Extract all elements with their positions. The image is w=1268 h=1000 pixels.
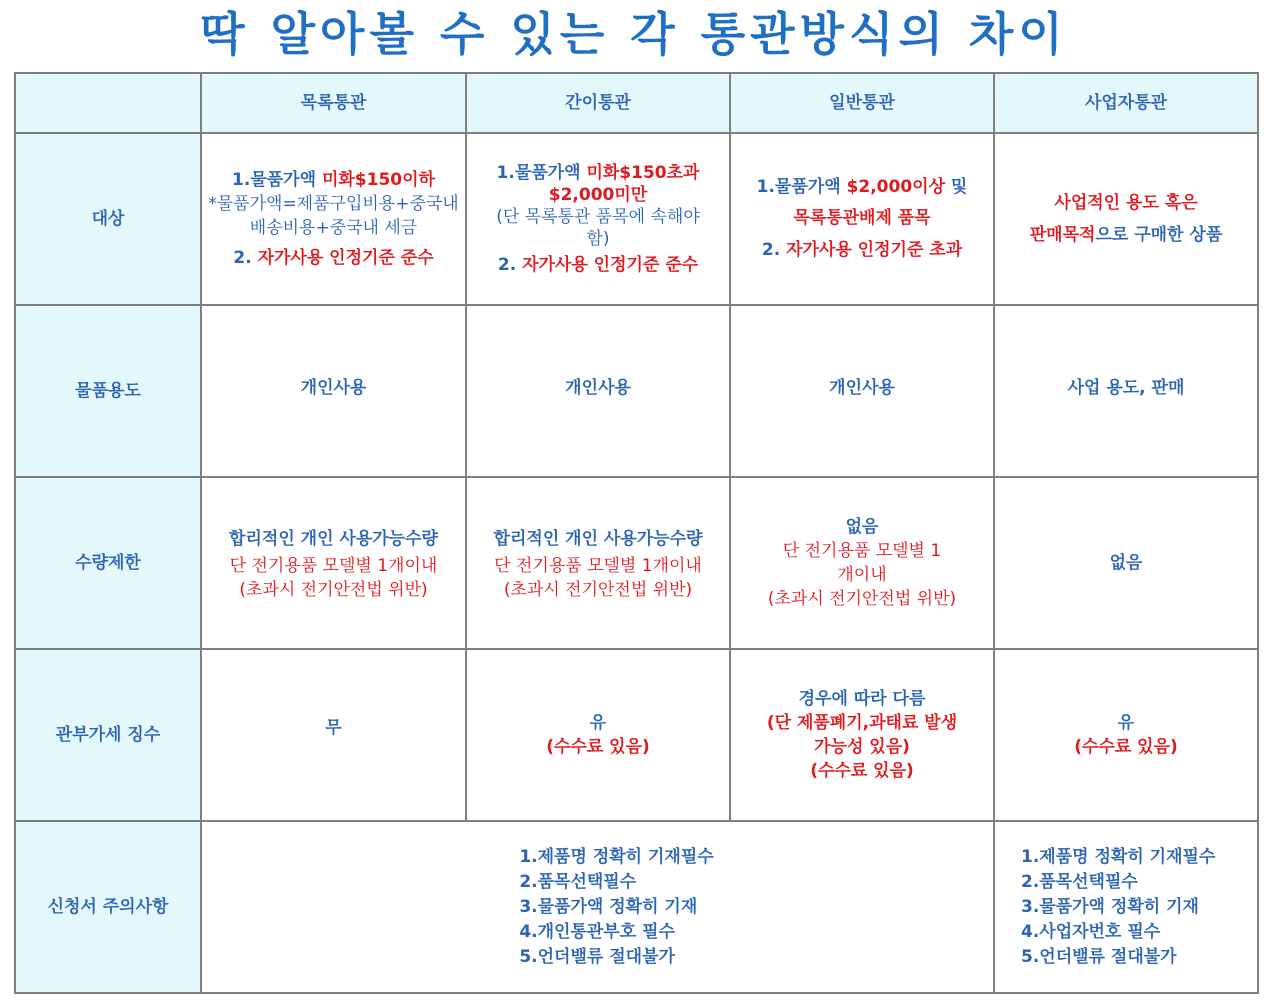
cell-usage-ilban: 개인사용: [730, 305, 994, 477]
notes-business-item: 2.품목선택필수: [1021, 871, 1138, 892]
cell-notes-business: [994, 821, 1258, 993]
row-usage: [15, 305, 1258, 477]
row-label-tax: 관부가세 징수: [15, 649, 201, 821]
cell-tax-gani: 유 (수수료 있음): [466, 649, 730, 821]
header-gani: 간이통관: [466, 73, 730, 133]
cell-tax-mokrok: 무: [201, 649, 466, 821]
notes-business-item: 4.사업자번호 필수: [1021, 921, 1161, 942]
notes-personal-item: 4.개인통관부호 필수: [519, 921, 675, 942]
notes-personal-item: 2.품목선택필수: [519, 871, 637, 892]
page-title: 딱 알아볼 수 있는 각 통관방식의 차이: [200, 7, 1068, 61]
notes-business-item: 1.제품명 정확히 기재필수: [1021, 846, 1216, 867]
row-label-quantity: 수량제한: [15, 477, 201, 649]
row-label-notes: 신청서 주의사항: [15, 821, 201, 993]
notes-personal-item: 3.물품가액 정확히 기재: [519, 896, 698, 917]
header-row: [15, 73, 1258, 133]
cell-quantity-mokrok: 합리적인 개인 사용가능수량 단 전기용품 모델별 1개이내 (초과시 전기안전법 위반): [201, 477, 466, 649]
notes-business-item: 5.언더밸류 절대불가: [1021, 946, 1177, 967]
cell-target-saup: 사업적인 용도 혹은 판매목적으로 구매한 상품: [994, 133, 1258, 305]
cell-tax-saup: 유 (수수료 있음): [994, 649, 1258, 821]
corner-cell: [15, 73, 201, 133]
header-saup: 사업자통관: [994, 73, 1258, 133]
row-target: [15, 133, 1258, 305]
row-quantity: [15, 477, 1258, 649]
row-tax: [15, 649, 1258, 821]
cell-target-mokrok: 1.물품가액 미화$150이하 *물품가액=제품구입비용+중국내 배송비용+중국내 세금 2. 자가사용 인정기준 준수: [201, 133, 466, 305]
cell-tax-ilban: 경우에 따라 다름 (단 제품폐기,과태료 발생 가능성 있음) (수수료 있음): [730, 649, 994, 821]
cell-quantity-gani: 합리적인 개인 사용가능수량 단 전기용품 모델별 1개이내 (초과시 전기안전법 위반): [466, 477, 730, 649]
row-label-target: 대상: [15, 133, 201, 305]
notes-personal-item: 5.언더밸류 절대불가: [519, 946, 675, 967]
cell-usage-gani: 개인사용: [466, 305, 730, 477]
row-label-usage: 물품용도: [15, 305, 201, 477]
header-mokrok: 목록통관: [201, 73, 466, 133]
notes-business-item: 3.물품가액 정확히 기재: [1021, 896, 1199, 917]
cell-target-gani: 1.물품가액 미화$150초과 $2,000미만 (단 목록통관 품목에 속해야 함) 2. 자가사용 인정기준 준수: [466, 133, 730, 305]
cell-target-ilban: 1.물품가액 $2,000이상 및 목록통관배제 품목 2. 자가사용 인정기준 초과: [730, 133, 994, 305]
cell-quantity-ilban: 없음 단 전기용품 모델별 1 개이내 (초과시 전기안전법 위반): [730, 477, 994, 649]
cell-quantity-saup: 없음: [994, 477, 1258, 649]
cell-usage-mokrok: 개인사용: [201, 305, 466, 477]
cell-usage-saup: 사업 용도, 판매: [994, 305, 1258, 477]
header-ilban: 일반통관: [730, 73, 994, 133]
customs-comparison-table: [14, 72, 1259, 994]
notes-personal-item: 1.제품명 정확히 기재필수: [519, 846, 714, 867]
row-notes: [15, 821, 1258, 993]
cell-notes-personal: [201, 821, 994, 993]
